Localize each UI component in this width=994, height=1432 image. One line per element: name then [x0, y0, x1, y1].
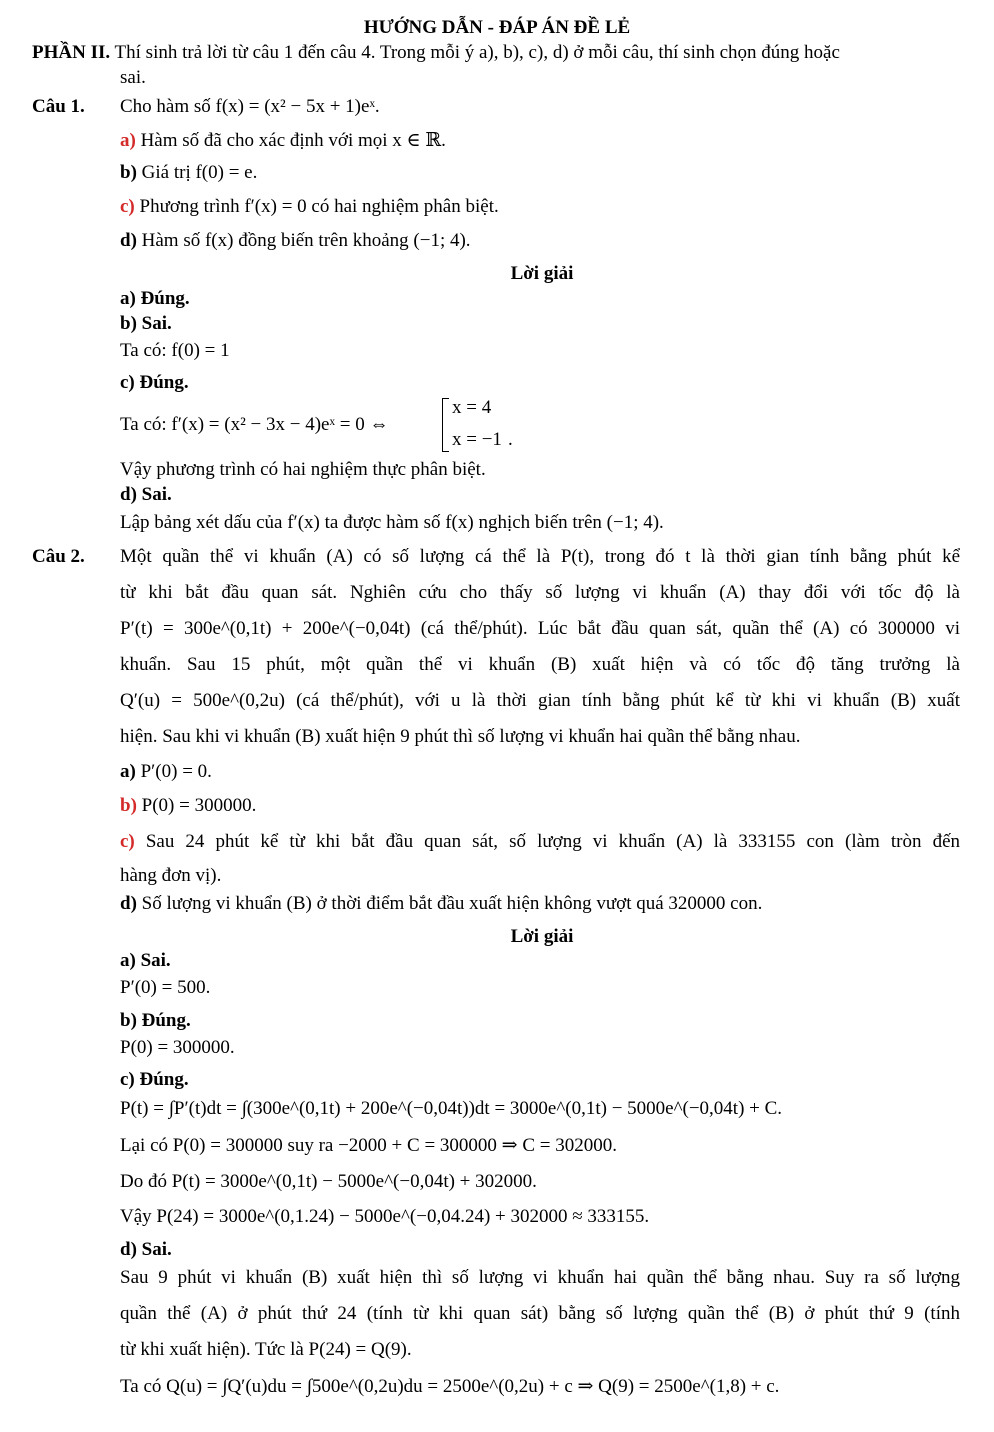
q2-answer-d: d) Sai.: [120, 1239, 172, 1260]
q2-stem-line3: P′(t) = 300e^(0,1t) + 200e^(−0,04t) (cá thể/phút). Lúc bắt đầu quan sát, quần thể (A) có 300000 vi: [120, 618, 960, 639]
q2-option-b-label: b): [120, 795, 137, 816]
q2-solution-title: Lời giải: [510, 926, 574, 947]
q1-option-a-label: a): [120, 130, 136, 151]
q1-root-2: x = −1: [452, 429, 502, 450]
q2-stem-line6: hiện. Sau khi vi khuẩn (B) xuất hiện 9 phút thì số lượng vi khuẩn hai quần thể bằng nhau.: [120, 726, 801, 747]
q2-answer-b: b) Đúng.: [120, 1010, 191, 1031]
q2-option-d-label: d): [120, 893, 137, 914]
q2-option-c: [120, 830, 960, 854]
q1-root-period: .: [508, 429, 513, 450]
q2-stem-line2: từ khi bắt đầu quan sát. Nghiên cứu cho thấy số lượng vi khuẩn (A) thay đổi với tốc độ là: [120, 582, 960, 603]
q2-option-b-text: P(0) = 300000.: [141, 795, 257, 816]
q2-answer-c-line4: Vậy P(24) = 3000e^(0,1.24) − 5000e^(−0,04.24) + 302000 ≈ 333155.: [120, 1206, 650, 1227]
q1-option-d-label: d): [120, 230, 137, 251]
q2-answer-b-detail: P(0) = 300000.: [120, 1037, 235, 1058]
q1-roots-bracket: [442, 398, 449, 452]
q1-option-c-label: c): [120, 196, 135, 217]
q2-stem-line1: Một quần thể vi khuẩn (A) có số lượng cá thể là P(t), trong đó t là thời gian tính bằng phút kể: [120, 546, 960, 567]
q2-answer-c-line3: Do đó P(t) = 3000e^(0,1t) − 5000e^(−0,04t) + 302000.: [120, 1171, 537, 1192]
q2-option-c-text: Sau 24 phút kể từ khi bắt đầu quan sát, số lượng vi khuẩn (A) là 333155 con (làm tròn đến: [145, 831, 961, 852]
q1-solution-title: Lời giải: [510, 263, 574, 284]
part-text-line1: Thí sinh trả lời từ câu 1 đến câu 4. Trong mỗi ý a), b), c), d) ở mỗi câu, thí sinh chọn đúng hoặc: [114, 42, 840, 63]
part-label: PHẦN II.: [32, 42, 111, 63]
q2-answer-c: c) Đúng.: [120, 1069, 189, 1090]
q2-answer-c-line2: Lại có P(0) = 300000 suy ra −2000 + C = 300000 ⇒ C = 302000.: [120, 1135, 617, 1156]
q1-answer-c: c) Đúng.: [120, 372, 189, 393]
part-instruction: [32, 41, 960, 65]
q1-answer-d-detail: Lập bảng xét dấu của f′(x) ta được hàm số f(x) nghịch biến trên (−1; 4).: [120, 512, 664, 533]
q1-option-c: [120, 195, 499, 219]
q2-stem-line4: khuẩn. Sau 15 phút, một quần thể vi khuẩn (B) xuất hiện và có tốc độ tăng trưởng là: [120, 654, 960, 675]
q1-option-c-text: Phương trình f′(x) = 0 có hai nghiệm phân biệt.: [139, 196, 499, 217]
q2-answer-a: a) Sai.: [120, 950, 171, 971]
q1-root-1: x = 4: [452, 397, 492, 418]
part-text-line2: sai.: [120, 67, 146, 88]
q2-label: Câu 2.: [32, 546, 85, 567]
q1-option-b-label: b): [120, 162, 137, 183]
q1-answer-d: d) Sai.: [120, 484, 172, 505]
q1-answer-a: a) Đúng.: [120, 288, 190, 309]
q2-answer-d-line3: từ khi xuất hiện). Tức là P(24) = Q(9).: [120, 1339, 412, 1360]
q1-option-d: [120, 229, 471, 253]
q1-option-b-text: Giá trị f(0) = e.: [141, 162, 258, 183]
q1-answer-c-detail: Ta có: f′(x) = (x² − 3x − 4)eˣ = 0 ⇔: [120, 414, 389, 435]
q2-option-d-text: Số lượng vi khuẩn (B) ở thời điểm bắt đầu xuất hiện không vượt quá 320000 con.: [141, 893, 763, 914]
q1-option-a: [120, 129, 446, 153]
q2-stem-line5: Q′(u) = 500e^(0,2u) (cá thể/phút), với u là thời gian tính bằng phút kể từ khi vi khuẩn (B) xuất: [120, 690, 960, 711]
q2-answer-c-line1: P(t) = ∫P′(t)dt = ∫(300e^(0,1t) + 200e^(−0,04t))dt = 3000e^(0,1t) − 5000e^(−0,04t) + C.: [120, 1098, 783, 1119]
q1-option-d-text: Hàm số f(x) đồng biến trên khoảng (−1; 4).: [141, 230, 471, 251]
q1-label: Câu 1.: [32, 96, 85, 117]
q1-option-b: [120, 161, 257, 185]
q2-answer-d-line4: Ta có Q(u) = ∫Q′(u)du = ∫500e^(0,2u)du = 2500e^(0,2u) + c ⇒ Q(9) = 2500e^(1,8) + c.: [120, 1376, 780, 1397]
q2-answer-d-line2: quần thể (A) ở phút thứ 24 (tính từ khi quan sát) bằng số lượng quần thể (B) ở phút thứ 9 (tính: [120, 1303, 960, 1324]
q2-option-a-label: a): [120, 761, 136, 782]
q1-answer-b-detail: Ta có: f(0) = 1: [120, 340, 230, 361]
q2-option-c-line2: hàng đơn vị).: [120, 865, 222, 886]
q2-option-a: [120, 760, 212, 784]
q1-stem: Cho hàm số f(x) = (x² − 5x + 1)eˣ.: [120, 96, 380, 117]
q1-answer-c-conclusion: Vậy phương trình có hai nghiệm thực phân biệt.: [120, 459, 486, 480]
q2-answer-d-line1: Sau 9 phút vi khuẩn (B) xuất hiện thì số lượng vi khuẩn hai quần thể bằng nhau. Suy ra số lượng: [120, 1267, 960, 1288]
q1-option-a-text: Hàm số đã cho xác định với mọi x ∈ ℝ.: [140, 130, 446, 151]
q2-option-c-label: c): [120, 831, 135, 852]
q1-answer-b: b) Sai.: [120, 313, 172, 334]
q2-option-b: [120, 794, 256, 818]
q2-option-a-text: P′(0) = 0.: [140, 761, 212, 782]
q2-option-d: [120, 892, 762, 916]
page-title: HƯỚNG DẪN - ĐÁP ÁN ĐỀ LẺ: [363, 17, 631, 38]
q2-answer-a-detail: P′(0) = 500.: [120, 977, 211, 998]
